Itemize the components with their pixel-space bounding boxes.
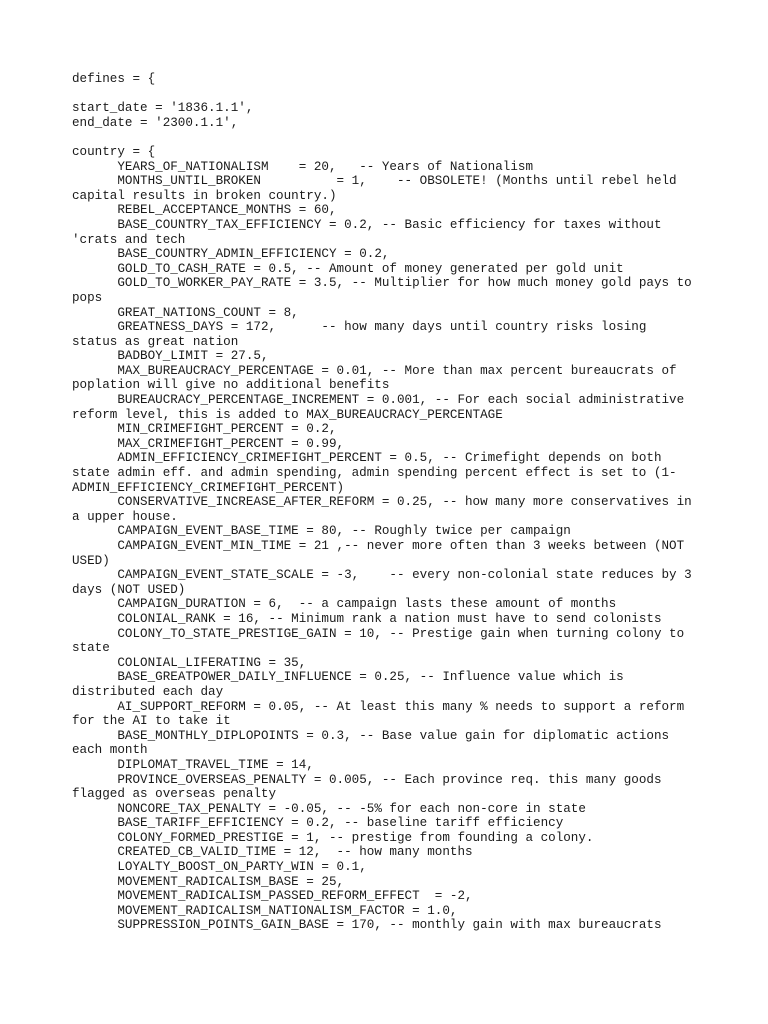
code-line: defines = { <box>72 72 156 86</box>
code-line: DIPLOMAT_TRAVEL_TIME = 14, <box>72 757 314 772</box>
code-line <box>72 87 696 102</box>
code-line: MAX_CRIMEFIGHT_PERCENT = 0.99, <box>72 436 345 451</box>
code-line: MONTHS_UNTIL_BROKEN = 1, -- OBSOLETE! (Months until rebel held capital results in broken country.) <box>72 174 685 203</box>
code-line: BADBOY_LIMIT = 27.5, <box>72 349 269 364</box>
code-line: BASE_COUNTRY_ADMIN_EFFICIENCY = 0.2, <box>72 247 390 262</box>
code-line: MOVEMENT_RADICALISM_BASE = 25, <box>72 874 345 889</box>
code-line: end_date = '2300.1.1', <box>72 115 239 130</box>
code-line: CAMPAIGN_EVENT_STATE_SCALE = -3, -- every non-colonial state reduces by 3 days (NOT USED) <box>72 568 700 597</box>
code-line: BASE_MONTHLY_DIPLOPOINTS = 0.3, -- Base value gain for diplomatic actions each month <box>72 728 677 758</box>
code-line: AI_SUPPORT_REFORM = 0.05, -- At least this many % needs to support a reform for the AI to take it <box>72 699 692 729</box>
code-line <box>72 130 696 145</box>
code-line: MOVEMENT_RADICALISM_PASSED_REFORM_EFFECT = -2, <box>72 889 473 904</box>
code-line: GREATNESS_DAYS = 172, -- how many days until country risks losing status as great nation <box>72 320 654 349</box>
code-line: REBEL_ACCEPTANCE_MONTHS = 60, <box>72 203 337 218</box>
code-line: GREAT_NATIONS_COUNT = 8, <box>72 305 299 320</box>
code-line: COLONIAL_LIFERATING = 35, <box>72 655 307 670</box>
code-line: PROVINCE_OVERSEAS_PENALTY = 0.005, -- Each province req. this many goods flagged as overseas penalty <box>72 772 670 802</box>
code-line: CREATED_CB_VALID_TIME = 12, -- how many months <box>72 845 473 860</box>
code-line: COLONIAL_RANK = 16, -- Minimum rank a nation must have to send colonists <box>72 611 662 626</box>
code-line: CAMPAIGN_EVENT_MIN_TIME = 21 ,-- never more often than 3 weeks between (NOT USED) <box>72 539 692 568</box>
code-line: BASE_TARIFF_EFFICIENCY = 0.2, -- baseline tariff efficiency <box>72 816 564 831</box>
code-line: country = { <box>72 144 156 159</box>
code-line: MAX_BUREAUCRACY_PERCENTAGE = 0.01, -- More than max percent bureaucrats of poplation will give no additional benefits <box>72 363 685 393</box>
code-line: COLONY_FORMED_PRESTIGE = 1, -- prestige from founding a colony. <box>72 830 594 845</box>
code-line: LOYALTY_BOOST_ON_PARTY_WIN = 0.1, <box>72 860 367 875</box>
code-line: CAMPAIGN_EVENT_BASE_TIME = 80, -- Roughly twice per campaign <box>72 524 571 539</box>
code-line: CONSERVATIVE_INCREASE_AFTER_REFORM = 0.25, -- how many more conservatives in a upper house. <box>72 495 700 524</box>
code-line: NONCORE_TAX_PENALTY = -0.05, -- -5% for each non-core in state <box>72 801 586 816</box>
code-line: GOLD_TO_CASH_RATE = 0.5, -- Amount of money generated per gold unit <box>72 261 624 276</box>
code-line: YEARS_OF_NATIONALISM = 20, -- Years of Nationalism <box>72 159 534 174</box>
code-line: MIN_CRIMEFIGHT_PERCENT = 0.2, <box>72 422 337 437</box>
code-line: MOVEMENT_RADICALISM_NATIONALISM_FACTOR = 1.0, <box>72 903 458 918</box>
code-line: SUPPRESSION_POINTS_GAIN_BASE = 170, -- monthly gain with max bureaucrats <box>72 918 662 933</box>
code-line: BASE_GREATPOWER_DAILY_INFLUENCE = 0.25, -- Influence value which is distributed each day <box>72 670 632 699</box>
code-line: GOLD_TO_WORKER_PAY_RATE = 3.5, -- Multiplier for how much money gold pays to pops <box>72 276 700 305</box>
code-line: BASE_COUNTRY_TAX_EFFICIENCY = 0.2, -- Basic efficiency for taxes without 'crats and tech <box>72 217 670 247</box>
code-line: ADMIN_EFFICIENCY_CRIMEFIGHT_PERCENT = 0.5, -- Crimefight depends on both state admin eff. and admin spending, admin spending percent effect is set to (1-ADMIN_EFFICIENCY_CRIMEFIGHT_PERCENT) <box>72 451 677 495</box>
code-block <box>72 72 700 933</box>
code-line: CAMPAIGN_DURATION = 6, -- a campaign lasts these amount of months <box>72 597 617 612</box>
code-line: BUREAUCRACY_PERCENTAGE_INCREMENT = 0.001, -- For each social administrative reform level, this is added to MAX_BUREAUCRACY_PERCENTAGE <box>72 393 692 422</box>
code-line: COLONY_TO_STATE_PRESTIGE_GAIN = 10, -- Prestige gain when turning colony to state <box>72 626 692 656</box>
code-line: start_date = '1836.1.1', <box>72 101 254 116</box>
